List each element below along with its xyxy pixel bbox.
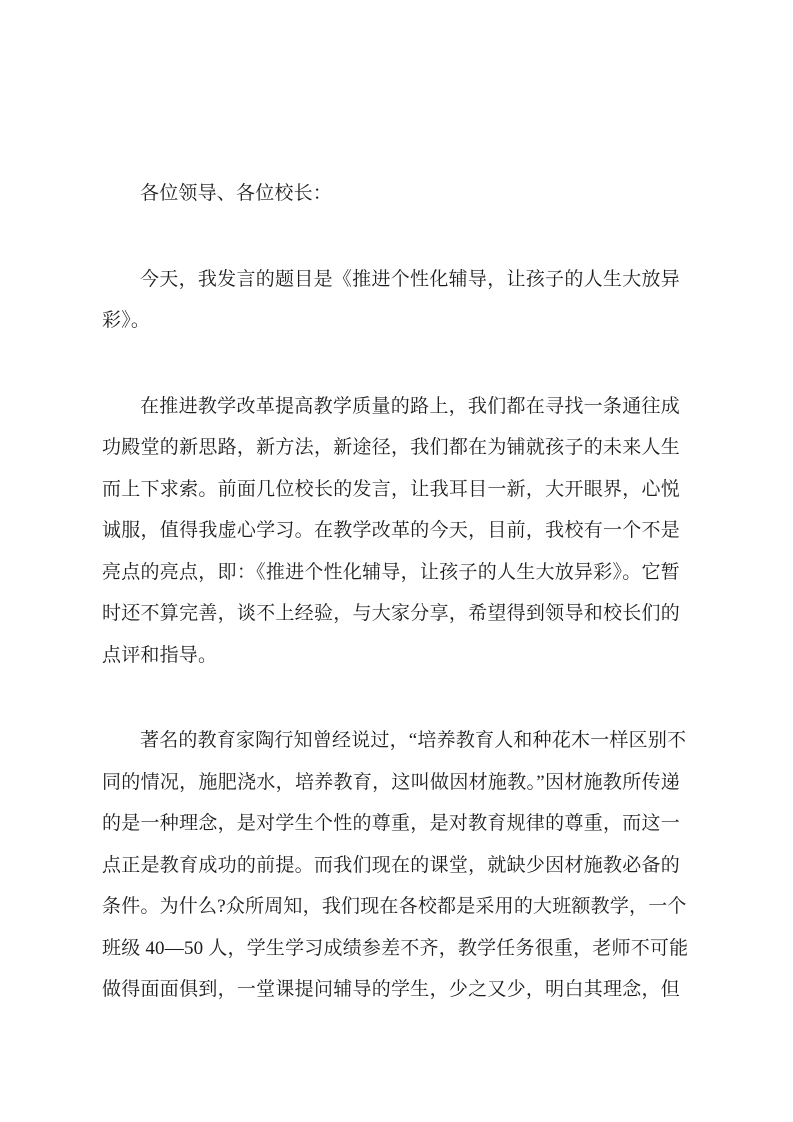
text-line: 在推进教学改革提高教学质量的路上，我们都在寻找一条通往成 bbox=[140, 395, 680, 417]
text-line: 时还不算完善，谈不上经验，与大家分享，希望得到领导和校长们的 bbox=[102, 603, 680, 624]
text-line: 点正是教育成功的前提。而我们现在的课堂，就缺少因材施教必备的 bbox=[102, 854, 680, 876]
text-line: 而上下求索。前面几位校长的发言，让我耳目一新，大开眼界，心悦 bbox=[102, 478, 680, 500]
paragraph-taoxingzhi-quote bbox=[102, 720, 689, 1011]
document-text-block bbox=[102, 173, 689, 1011]
paragraph-reform-intro bbox=[102, 386, 680, 677]
text-line: 条件。为什么?众所周知，我们现在各校都是采用的大班额教学，一个 bbox=[102, 896, 687, 917]
text-line: 做得面面俱到，一堂课提问辅导的学生，少之又少，明白其理念，但 bbox=[102, 979, 680, 1000]
paragraph-speech-title bbox=[102, 259, 680, 342]
paragraph-salutation bbox=[102, 173, 680, 215]
text-line: 著名的教育家陶行知曾经说过，“培养教育人和种花木一样区别不 bbox=[140, 730, 687, 751]
text-line: 功殿堂的新思路，新方法，新途径，我们都在为铺就孩子的未来人生 bbox=[102, 437, 680, 458]
text-line: 各位领导、各位校长： bbox=[140, 183, 333, 204]
text-line: 诚服，值得我虚心学习。在教学改革的今天，目前，我校有一个不是 bbox=[102, 520, 680, 541]
text-line: 同的情况，施肥浇水，培养教育，这叫做因材施教。”因材施教所传递 bbox=[102, 771, 680, 793]
text-line: 班级 40—50 人，学生学习成绩参差不齐，教学任务很重，老师不可能 bbox=[102, 937, 689, 959]
text-line: 今天，我发言的题目是《推进个性化辅导，让孩子的人生大放异 bbox=[140, 268, 680, 290]
text-line: 点评和指导。 bbox=[102, 644, 218, 666]
text-line: 亮点的亮点，即：《推进个性化辅导，让孩子的人生大放异彩》。它暂 bbox=[102, 561, 680, 583]
text-line: 的是一种理念，是对学生个性的尊重，是对教育规律的尊重，而这一 bbox=[102, 813, 680, 834]
text-line: 彩》。 bbox=[102, 310, 151, 331]
